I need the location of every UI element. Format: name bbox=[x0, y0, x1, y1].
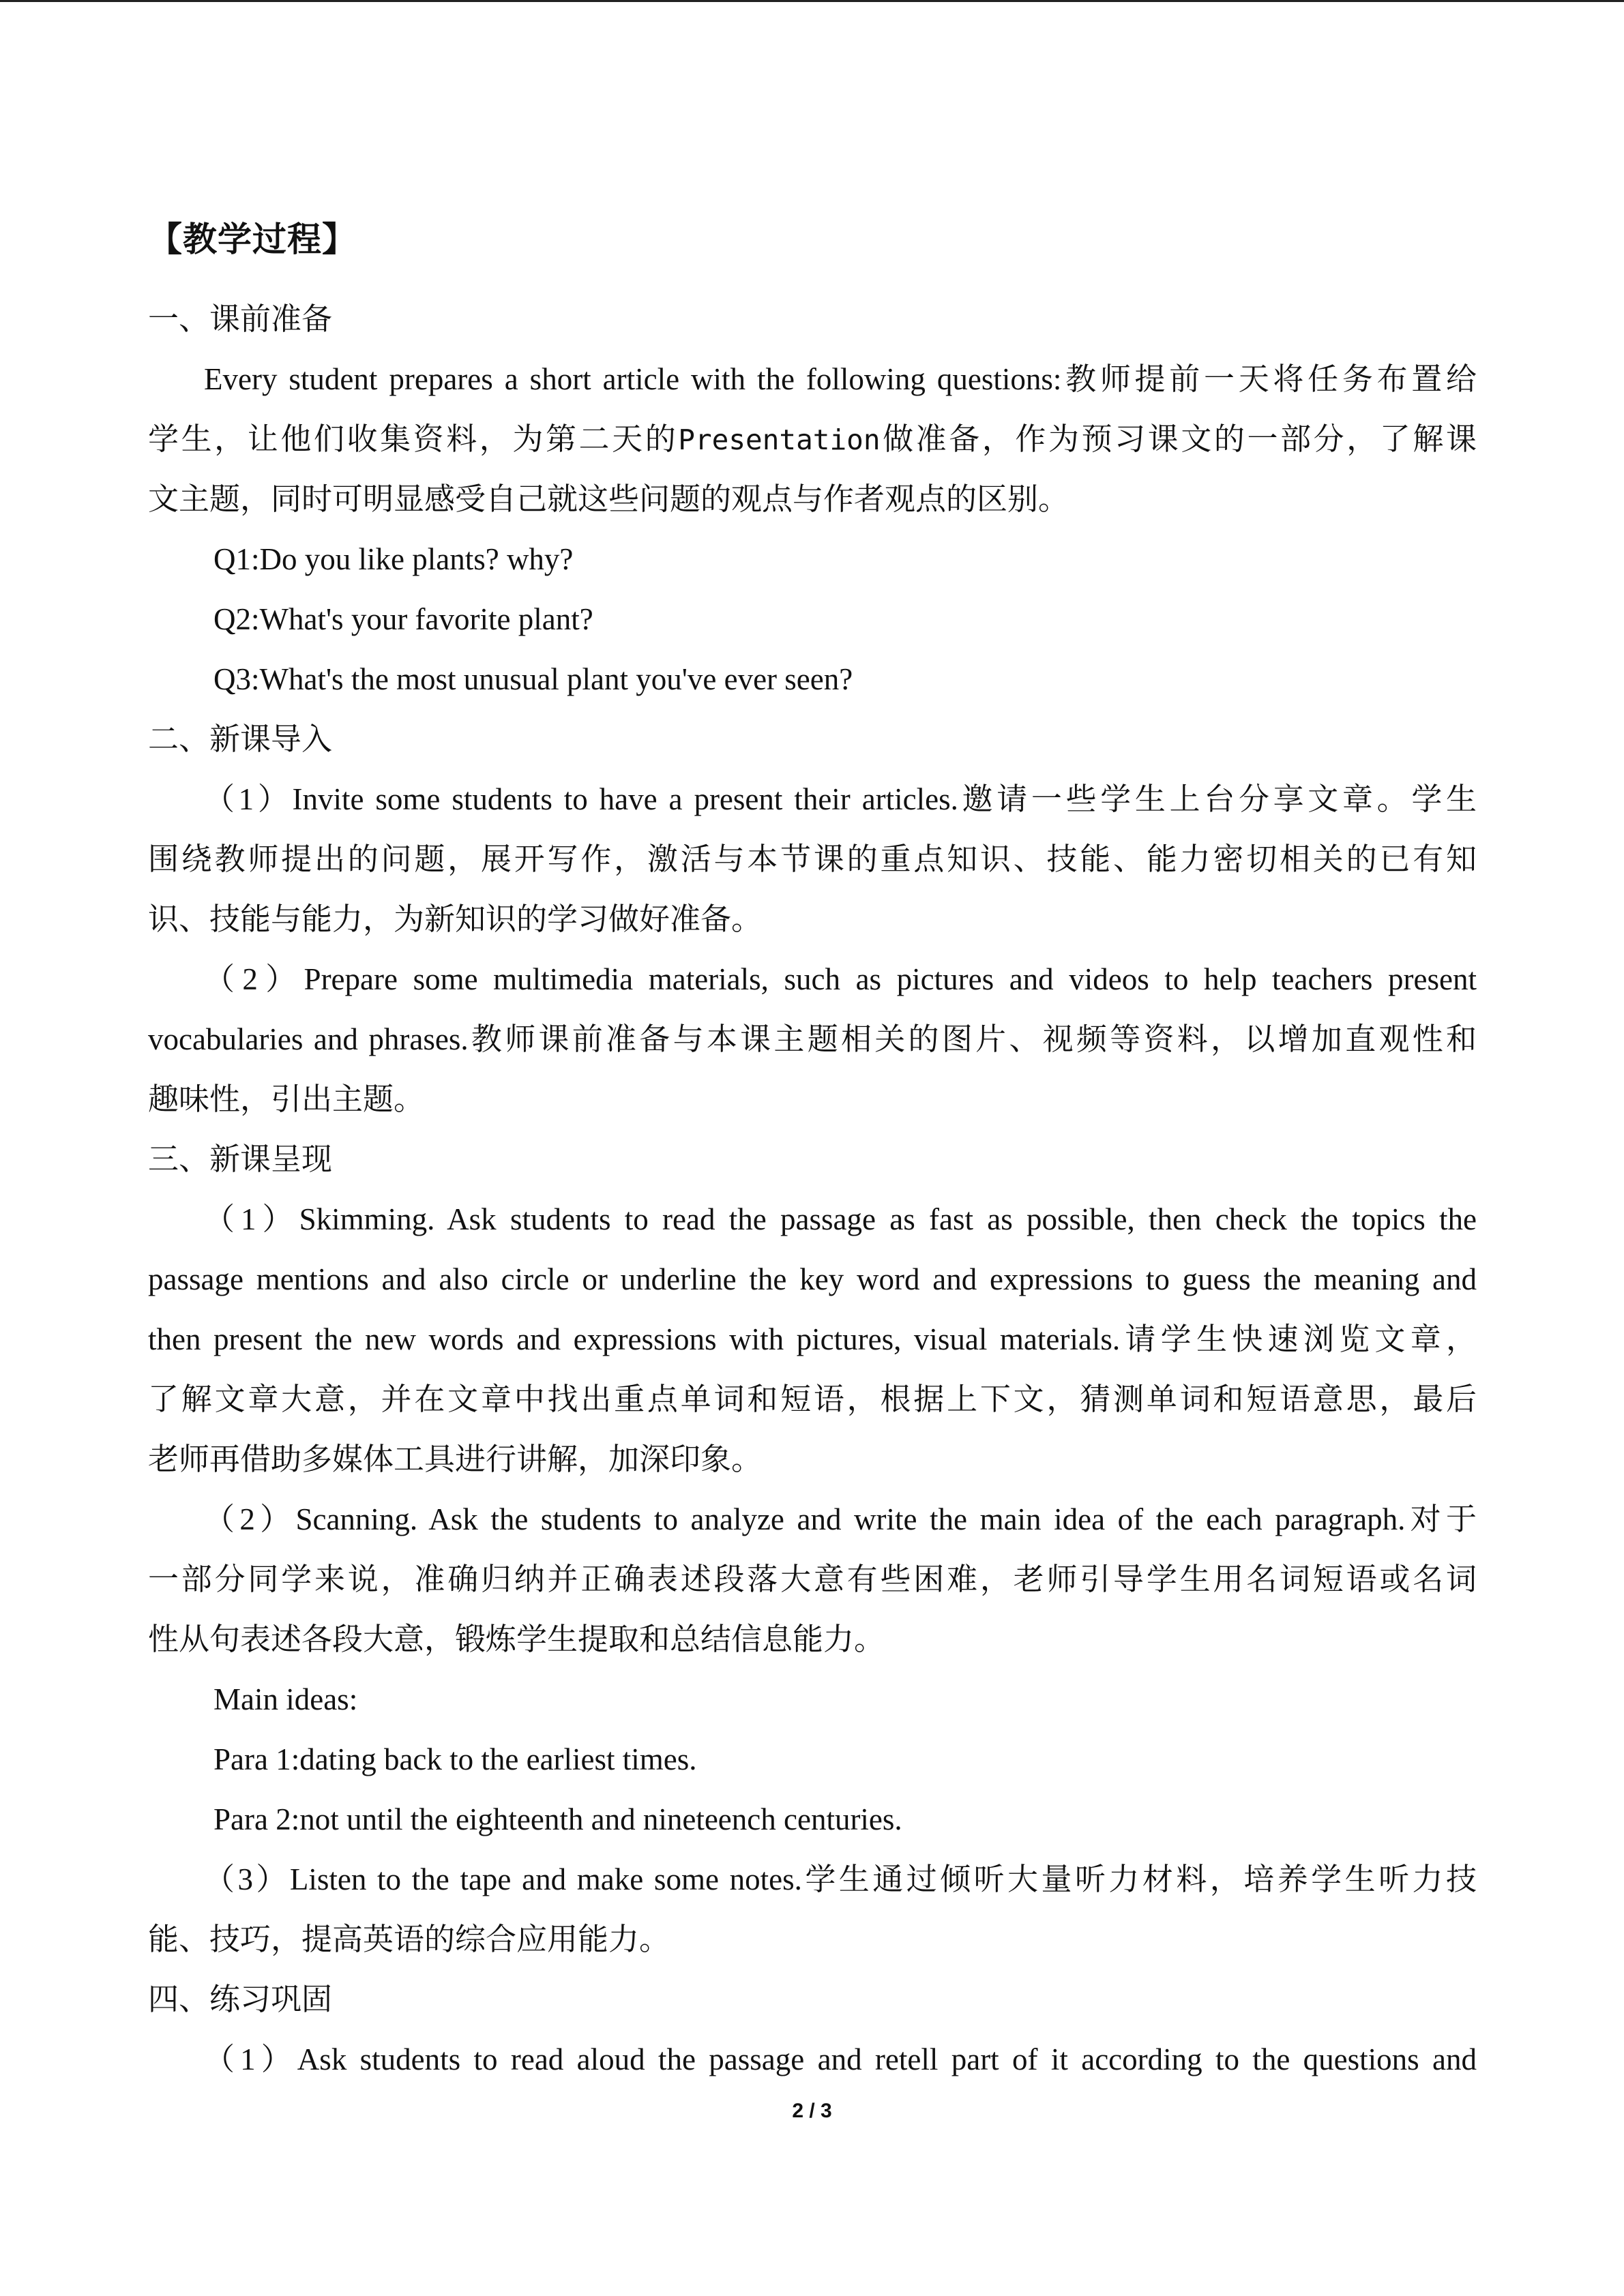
paragraph-line: （1）Skimming. Ask students to read the passage as fast as possible, then check the topics the bbox=[204, 1202, 1477, 1236]
paragraph-line: （1）Invite some students to have a present their articles.邀请一些学生上台分享文章。学生 bbox=[204, 782, 1477, 816]
paragraph-line: 围绕教师提出的问题，展开写作，激活与本节课的重点知识、技能、能力密切相关的已有知 bbox=[148, 841, 1477, 877]
text-run-presentation: Presentation bbox=[678, 423, 881, 456]
paragraph-line bbox=[148, 409, 1477, 469]
paragraph-line: passage mentions and also circle or underline the key word and expressions to guess the meaning and bbox=[148, 1262, 1477, 1296]
paragraph-line: 了解文章大意，并在文章中找出重点单词和短语，根据上下文，猜测单词和短语意思，最后 bbox=[148, 1381, 1477, 1417]
document-page bbox=[148, 206, 1477, 2089]
paragraph-line: 趣味性，引出主题。 bbox=[148, 1081, 425, 1117]
page-title: 【教学过程】 bbox=[148, 219, 357, 259]
paragraph-line: （3）Listen to the tape and make some notes.学生通过倾听大量听力材料，培养学生听力技 bbox=[204, 1862, 1477, 1896]
page-number: 2 / 3 bbox=[792, 2100, 832, 2122]
main-ideas-label: Main ideas: bbox=[213, 1682, 358, 1716]
paragraph-line: then present the new words and expressions with pictures, visual materials.请学生快速浏览文章， bbox=[148, 1322, 1477, 1356]
paragraph-line: 性从句表述各段大意，锻炼学生提取和总结信息能力。 bbox=[148, 1621, 885, 1657]
section-heading-2: 二、新课导入 bbox=[148, 721, 333, 757]
main-idea-item: Para 2:not until the eighteenth and nineteench centuries. bbox=[213, 1802, 902, 1836]
paragraph-line: vocabularies and phrases.教师课前准备与本课主题相关的图片、视频等资料，以增加直观性和 bbox=[148, 1022, 1477, 1056]
paragraph-line: 一部分同学来说，准确归纳并正确表述段落大意有些困难，老师引导学生用名词短语或名词 bbox=[148, 1561, 1477, 1597]
paragraph-line: 文主题，同时可明显感受自己就这些问题的观点与作者观点的区别。 bbox=[148, 481, 1069, 517]
question-item: Q1:Do you like plants? why? bbox=[213, 542, 574, 576]
paragraph-line: （1）Ask students to read aloud the passage and retell part of it according to the questions and bbox=[204, 2042, 1477, 2076]
question-item: Q3:What's the most unusual plant you've ever seen? bbox=[213, 662, 853, 696]
text-run: 做准备，作为预习课文的一部分，了解课 bbox=[880, 421, 1477, 457]
section-heading-3: 三、新课呈现 bbox=[148, 1141, 333, 1177]
paragraph-line: 能、技巧，提高英语的综合应用能力。 bbox=[148, 1921, 670, 1957]
paragraph-line: Every student prepares a short article with the following questions:教师提前一天将任务布置给 bbox=[204, 362, 1477, 396]
question-item: Q2:What's your favorite plant? bbox=[213, 602, 593, 636]
paragraph-line: 识、技能与能力，为新知识的学习做好准备。 bbox=[148, 901, 763, 937]
page-top-border bbox=[0, 0, 1624, 2]
paragraph-line: 老师再借助多媒体工具进行讲解，加深印象。 bbox=[148, 1441, 763, 1477]
section-heading-1: 一、课前准备 bbox=[148, 301, 333, 337]
section-heading-4: 四、练习巩固 bbox=[148, 1981, 333, 2017]
paragraph-line: （2）Scanning. Ask the students to analyze and write the main idea of the each paragraph.对于 bbox=[204, 1502, 1477, 1536]
paragraph-line: （2）Prepare some multimedia materials, such as pictures and videos to help teachers present bbox=[204, 962, 1477, 996]
main-idea-item: Para 1:dating back to the earliest times. bbox=[213, 1742, 697, 1776]
text-run: 学生，让他们收集资料，为第二天的 bbox=[148, 421, 679, 457]
